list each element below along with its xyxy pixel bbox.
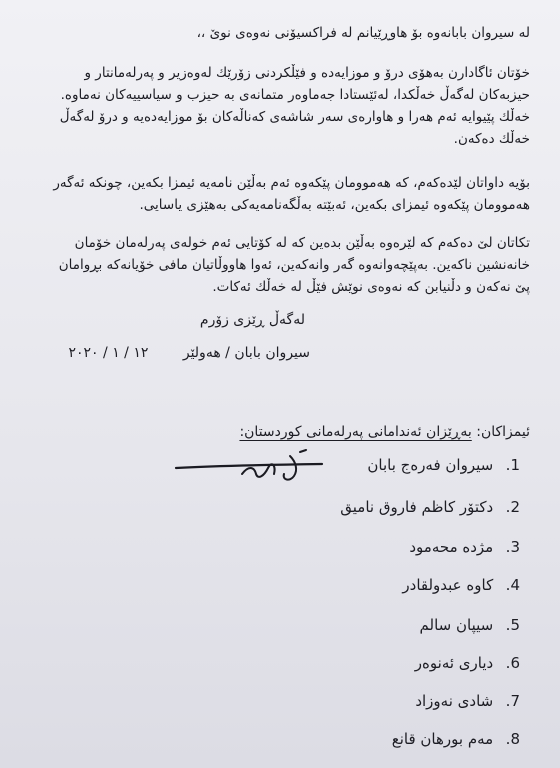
paragraph-line: حیزبەکان لەگەڵ خەڵکدا، لەئێستادا جەماوەر متمانەی بە حیزب و سیاسییەکان نەماوە. — [60, 87, 530, 103]
signer-name: دکتۆر کاظم فاروق نامیق — [340, 498, 494, 516]
sender-place: سیروان بابان / هەولێر — [182, 345, 310, 361]
signer-name: مژدە محەمود — [409, 538, 494, 556]
signer-name: سیروان فەرەج بابان — [367, 456, 494, 474]
signer-item — [409, 538, 520, 556]
signatures-label: ئیمزاکان: — [476, 424, 530, 440]
signatures-heading — [239, 424, 530, 440]
paragraph-line: پێ نەکەن و دڵنیابن کە نەوەی نوێش فێڵ لە خەڵك ئەکات. — [212, 279, 530, 295]
paragraph-3 — [30, 232, 530, 298]
signer-name: سیپان سالم — [419, 616, 494, 634]
sender-line — [68, 345, 310, 361]
letter-date: ١٢ / ١ / ٢٠٢٠ — [68, 345, 149, 361]
signer-name: کاوە عبدولقادر — [402, 576, 494, 594]
signer-number: 3. — [505, 538, 520, 556]
signer-name: مەم بورهان قانع — [391, 730, 494, 748]
paragraph-line: خەڵك پێیوایە ئەم هەرا و هاوارەی سەر شاشەی کەناڵەکان بۆ موزایەدەیە و درۆ لەگەڵ — [59, 109, 530, 125]
heading-text: لە سیروان بابانەوە بۆ هاوڕێیانم لە فراکسیۆنی نەوەی نوێ ،، — [196, 25, 530, 41]
signer-item — [392, 730, 520, 748]
paragraph-line: هەموومان پێکەوە ئیمزای بکەین، ئەبێتە بەڵگەنامەیەکی بەهێزی یاسایی. — [139, 197, 530, 213]
signer-item — [420, 616, 520, 634]
signer-item — [415, 654, 520, 672]
letter-heading — [30, 22, 530, 44]
signer-item — [340, 498, 520, 516]
signer-item — [367, 456, 520, 474]
signer-number: 1. — [505, 456, 520, 474]
paragraph-line: بۆیە داواتان لێدەکەم، کە هەموومان پێکەوە ئەم بەڵێن نامەیە ئیمزا بکەین، چونکە ئەگەر — [53, 175, 530, 191]
paragraph-2 — [30, 172, 530, 216]
signer-number: 2. — [505, 498, 520, 516]
signer-name: دیاری ئەنوەر — [414, 654, 494, 672]
signer-name: شادی نەوزاد — [415, 692, 494, 710]
signer-number: 4. — [505, 576, 520, 594]
signer-item — [402, 576, 520, 594]
paragraph-line: تکاتان لێ دەکەم کە لێرەوە بەڵێن بدەین کە لە کۆتایی ئەم خولەی پەرلەمان خۆمان — [74, 235, 530, 251]
signer-number: 8. — [505, 730, 520, 748]
signer-number: 6. — [505, 654, 520, 672]
paragraph-line: خەڵك دەکەن. — [453, 131, 530, 147]
closing-text: لەگەڵ ڕێزی زۆرم — [199, 312, 305, 328]
signer-item — [415, 692, 520, 710]
paragraph-line: خۆتان ئاگادارن بەهۆی درۆ و موزایەدە و فێڵکردنی زۆرێك لەوەزیر و پەرلەمانتار و — [84, 65, 530, 81]
paragraph-line: خانەنشین ناکەین. بەپێچەوانەوە گەر وانەکەین، ئەوا هاووڵاتیان مافی خۆیانەکە بڕوامان — [58, 257, 530, 273]
paragraph-1 — [30, 62, 530, 150]
signer-number: 7. — [505, 692, 520, 710]
handwritten-signature — [172, 446, 332, 486]
signatures-title: بەڕێزان ئەندامانی پەرلەمانی کوردستان: — [239, 424, 472, 440]
signer-number: 5. — [505, 616, 520, 634]
